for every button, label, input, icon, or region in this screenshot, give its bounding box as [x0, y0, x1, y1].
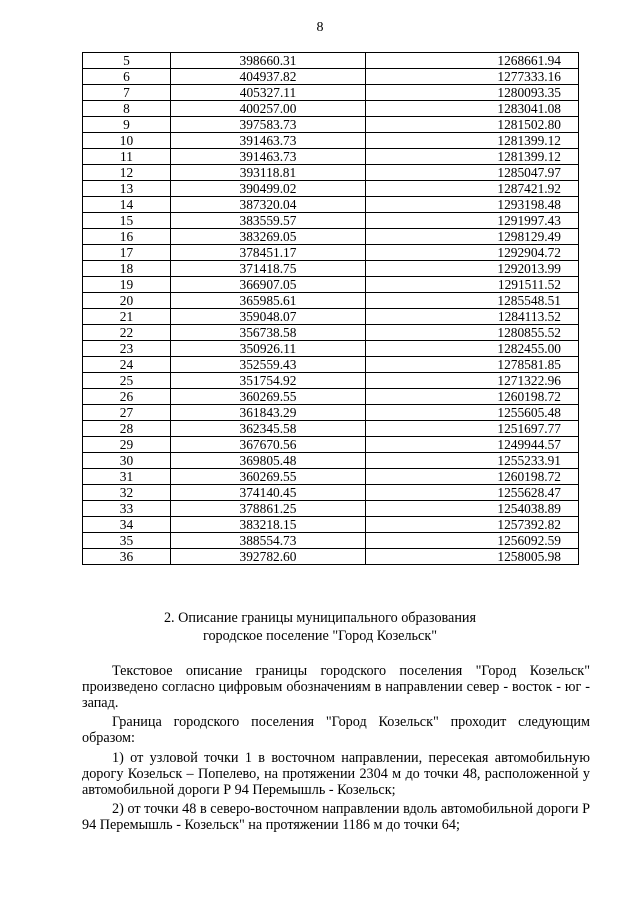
y-coordinate-cell: 1285548.51 [366, 293, 579, 309]
y-coordinate-cell: 1255628.47 [366, 485, 579, 501]
y-coordinate-cell: 1251697.77 [366, 421, 579, 437]
table-row [83, 325, 579, 341]
table-row [83, 277, 579, 293]
y-coordinate-cell: 1268661.94 [366, 53, 579, 69]
point-number-cell: 12 [83, 165, 171, 181]
point-number-cell: 30 [83, 453, 171, 469]
table-row [83, 293, 579, 309]
table-row [83, 533, 579, 549]
y-coordinate-cell: 1291997.43 [366, 213, 579, 229]
point-number-cell: 25 [83, 373, 171, 389]
x-coordinate-cell: 400257.00 [171, 101, 366, 117]
point-number-cell: 6 [83, 69, 171, 85]
y-coordinate-cell: 1256092.59 [366, 533, 579, 549]
x-coordinate-cell: 378861.25 [171, 501, 366, 517]
paragraph-boundary-intro: Граница городского поселения "Город Козельск" проходит следующим образом: [82, 714, 590, 747]
point-number-cell: 35 [83, 533, 171, 549]
y-coordinate-cell: 1280093.35 [366, 85, 579, 101]
x-coordinate-cell: 393118.81 [171, 165, 366, 181]
y-coordinate-cell: 1285047.97 [366, 165, 579, 181]
point-number-cell: 18 [83, 261, 171, 277]
y-coordinate-cell: 1280855.52 [366, 325, 579, 341]
table-row [83, 165, 579, 181]
table-row [83, 357, 579, 373]
x-coordinate-cell: 366907.05 [171, 277, 366, 293]
point-number-cell: 23 [83, 341, 171, 357]
x-coordinate-cell: 383269.05 [171, 229, 366, 245]
table-row [83, 421, 579, 437]
table-row [83, 517, 579, 533]
x-coordinate-cell: 374140.45 [171, 485, 366, 501]
table-row [83, 309, 579, 325]
y-coordinate-cell: 1292904.72 [366, 245, 579, 261]
point-number-cell: 34 [83, 517, 171, 533]
point-number-cell: 16 [83, 229, 171, 245]
table-row [83, 245, 579, 261]
point-number-cell: 27 [83, 405, 171, 421]
table-row [83, 53, 579, 69]
point-number-cell: 11 [83, 149, 171, 165]
coordinates-table [82, 52, 579, 565]
x-coordinate-cell: 365985.61 [171, 293, 366, 309]
x-coordinate-cell: 392782.60 [171, 549, 366, 565]
y-coordinate-cell: 1249944.57 [366, 437, 579, 453]
table-row [83, 181, 579, 197]
point-number-cell: 8 [83, 101, 171, 117]
x-coordinate-cell: 383218.15 [171, 517, 366, 533]
paragraph-description-intro: Текстовое описание границы городского поселения "Город Козельск" произведено согласно цифровым обозначениям в направлении север - восток - юг - запад. [82, 663, 590, 711]
body-text [82, 664, 590, 838]
point-number-cell: 28 [83, 421, 171, 437]
y-coordinate-cell: 1271322.96 [366, 373, 579, 389]
y-coordinate-cell: 1283041.08 [366, 101, 579, 117]
y-coordinate-cell: 1260198.72 [366, 389, 579, 405]
y-coordinate-cell: 1281399.12 [366, 149, 579, 165]
point-number-cell: 22 [83, 325, 171, 341]
x-coordinate-cell: 360269.55 [171, 469, 366, 485]
x-coordinate-cell: 405327.11 [171, 85, 366, 101]
point-number-cell: 9 [83, 117, 171, 133]
x-coordinate-cell: 350926.11 [171, 341, 366, 357]
table-row [83, 405, 579, 421]
table-row [83, 85, 579, 101]
x-coordinate-cell: 361843.29 [171, 405, 366, 421]
point-number-cell: 14 [83, 197, 171, 213]
table-row [83, 389, 579, 405]
coordinates-table-body [83, 53, 579, 565]
y-coordinate-cell: 1287421.92 [366, 181, 579, 197]
y-coordinate-cell: 1260198.72 [366, 469, 579, 485]
section-heading-line-1: 2. Описание границы муниципального образования [163, 610, 477, 626]
table-row [83, 453, 579, 469]
table-row [83, 549, 579, 565]
table-row [83, 149, 579, 165]
x-coordinate-cell: 398660.31 [171, 53, 366, 69]
y-coordinate-cell: 1282455.00 [366, 341, 579, 357]
table-row [83, 501, 579, 517]
point-number-cell: 36 [83, 549, 171, 565]
page-number: 8 [316, 20, 324, 35]
x-coordinate-cell: 378451.17 [171, 245, 366, 261]
table-row [83, 261, 579, 277]
y-coordinate-cell: 1255605.48 [366, 405, 579, 421]
point-number-cell: 5 [83, 53, 171, 69]
table-row [83, 197, 579, 213]
y-coordinate-cell: 1298129.49 [366, 229, 579, 245]
table-row [83, 437, 579, 453]
table-row [83, 469, 579, 485]
point-number-cell: 17 [83, 245, 171, 261]
paragraph-step-2: 2) от точки 48 в северо-восточном направлении вдоль автомобильной дороги Р 94 Перемышль - Козельск" на протяжении 1186 м до точки 64; [82, 801, 590, 834]
x-coordinate-cell: 359048.07 [171, 309, 366, 325]
y-coordinate-cell: 1291511.52 [366, 277, 579, 293]
x-coordinate-cell: 404937.82 [171, 69, 366, 85]
x-coordinate-cell: 369805.48 [171, 453, 366, 469]
x-coordinate-cell: 352559.43 [171, 357, 366, 373]
table-row [83, 213, 579, 229]
y-coordinate-cell: 1281399.12 [366, 133, 579, 149]
y-coordinate-cell: 1281502.80 [366, 117, 579, 133]
point-number-cell: 26 [83, 389, 171, 405]
x-coordinate-cell: 383559.57 [171, 213, 366, 229]
point-number-cell: 24 [83, 357, 171, 373]
x-coordinate-cell: 390499.02 [171, 181, 366, 197]
table-row [83, 117, 579, 133]
point-number-cell: 29 [83, 437, 171, 453]
table-row [83, 373, 579, 389]
paragraph-step-1: 1) от узловой точки 1 в восточном направлении, пересекая автомобильную дорогу Козельск – Попелево, на протяжении 2304 м до точки 48, расположенной у автомобильной дороги Р 94 Перемышль - Козельск; [82, 749, 590, 798]
point-number-cell: 7 [83, 85, 171, 101]
table-row [83, 229, 579, 245]
point-number-cell: 20 [83, 293, 171, 309]
table-row [83, 341, 579, 357]
y-coordinate-cell: 1284113.52 [366, 309, 579, 325]
y-coordinate-cell: 1254038.89 [366, 501, 579, 517]
section-heading [0, 609, 640, 645]
table-row [83, 133, 579, 149]
section-heading-line-2: городское поселение "Город Козельск" [202, 628, 437, 644]
table-row [83, 69, 579, 85]
x-coordinate-cell: 397583.73 [171, 117, 366, 133]
y-coordinate-cell: 1258005.98 [366, 549, 579, 565]
x-coordinate-cell: 391463.73 [171, 149, 366, 165]
y-coordinate-cell: 1293198.48 [366, 197, 579, 213]
x-coordinate-cell: 356738.58 [171, 325, 366, 341]
point-number-cell: 32 [83, 485, 171, 501]
x-coordinate-cell: 351754.92 [171, 373, 366, 389]
point-number-cell: 21 [83, 309, 171, 325]
table-row [83, 101, 579, 117]
point-number-cell: 10 [83, 133, 171, 149]
point-number-cell: 15 [83, 213, 171, 229]
point-number-cell: 13 [83, 181, 171, 197]
point-number-cell: 19 [83, 277, 171, 293]
point-number-cell: 33 [83, 501, 171, 517]
x-coordinate-cell: 360269.55 [171, 389, 366, 405]
y-coordinate-cell: 1292013.99 [366, 261, 579, 277]
y-coordinate-cell: 1277333.16 [366, 69, 579, 85]
y-coordinate-cell: 1257392.82 [366, 517, 579, 533]
x-coordinate-cell: 391463.73 [171, 133, 366, 149]
y-coordinate-cell: 1278581.85 [366, 357, 579, 373]
x-coordinate-cell: 388554.73 [171, 533, 366, 549]
y-coordinate-cell: 1255233.91 [366, 453, 579, 469]
x-coordinate-cell: 367670.56 [171, 437, 366, 453]
table-row [83, 485, 579, 501]
x-coordinate-cell: 371418.75 [171, 261, 366, 277]
x-coordinate-cell: 362345.58 [171, 421, 366, 437]
point-number-cell: 31 [83, 469, 171, 485]
x-coordinate-cell: 387320.04 [171, 197, 366, 213]
